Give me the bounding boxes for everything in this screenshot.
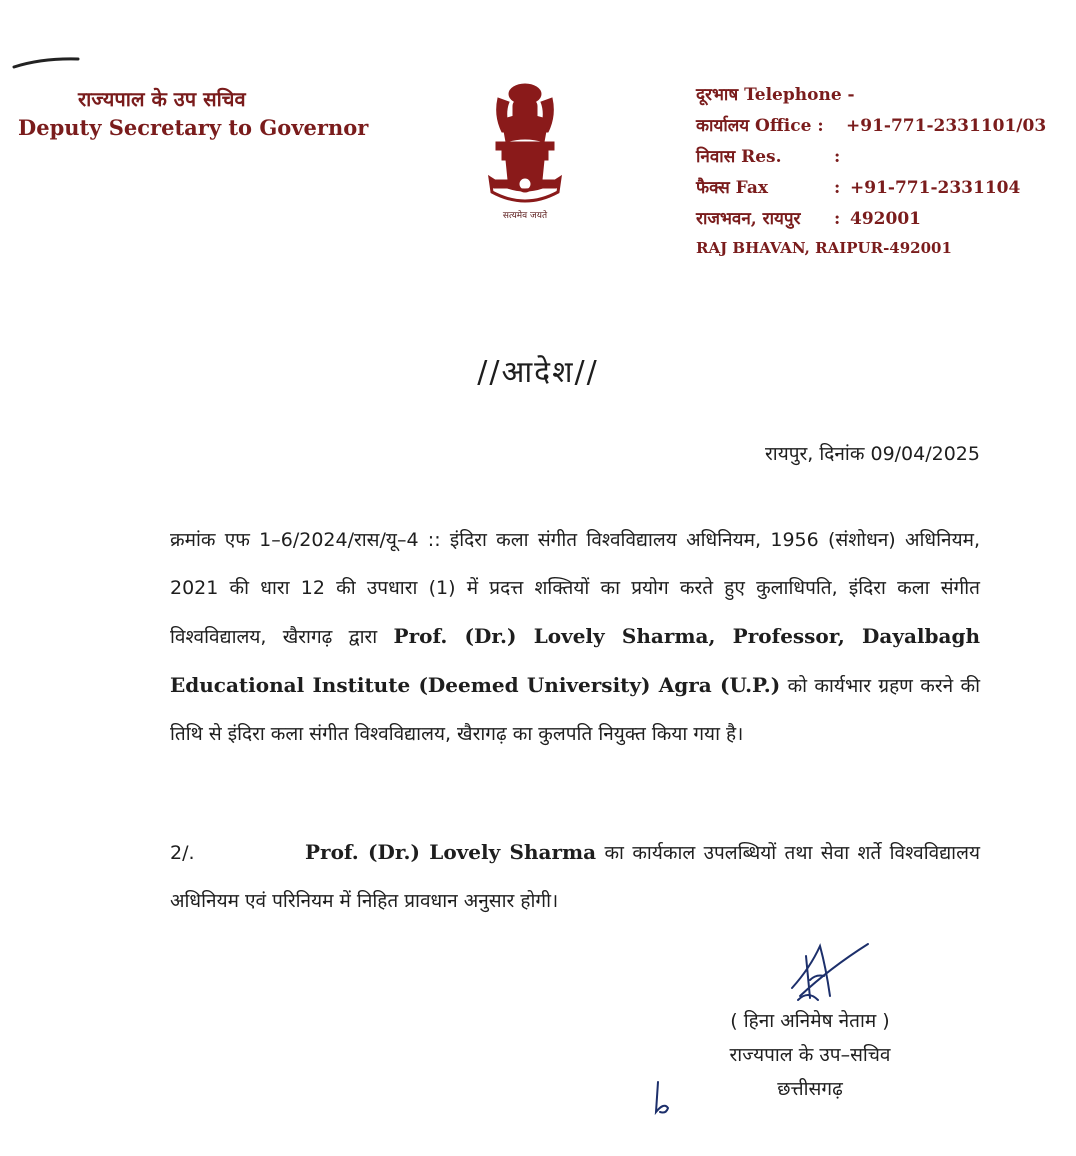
paragraph-2-number: 2/. — [170, 842, 195, 864]
contact-block — [696, 80, 1047, 261]
rajbhavan-pin-row: राजभवन, रायपुर : 492001 — [696, 204, 952, 235]
emblem-motto: सत्यमेव जयते — [502, 211, 548, 221]
signatory-block — [690, 1004, 930, 1106]
signatory-designation: राज्यपाल के उप–सचिव — [729, 1044, 891, 1066]
order-paragraph-2 — [170, 828, 980, 925]
handwritten-signature — [780, 938, 880, 1010]
residence-phone-row: निवास Res. : — [696, 147, 841, 167]
order-dateline: रायपुर, दिनांक 09/04/2025 — [765, 443, 980, 465]
state-emblem-icon — [482, 80, 568, 224]
paragraph-2-text: का कार्यकाल उपलब्धियों तथा सेवा शर्ते विश्वविद्यालय अधिनियम एवं परिनियम में निहित प्रावधान अनुसार होगी। — [170, 842, 980, 912]
sender-title-english: Deputy Secretary to Governor — [18, 115, 369, 140]
sender-title-hindi: राज्यपाल के उप सचिव — [78, 87, 246, 111]
address-english: RAJ BHAVAN, RAIPUR-492001 — [696, 239, 952, 257]
order-paragraph-1 — [170, 516, 980, 758]
rajbhavan-pin-value: 492001 — [850, 209, 921, 229]
fax-value: +91-771-2331104 — [850, 178, 1021, 198]
paragraph-1-text-a: क्रमांक एफ 1–6/2024/रास/यू–4 :: इंदिरा कला संगीत विश्वविद्यालय अधिनियम, 1956 (संशोधन) अधिनियम, 2021 की धारा 12 की उपधारा (1) में प्रदत्त शक्तियों का प्रयोग करते हुए कुलाधिपति, इंदिरा कला संगीत विश्वविद्यालय, खैरागढ़ द्वारा — [170, 529, 980, 648]
office-phone-row: कार्यालय Office : +91-771-2331101/03 — [696, 111, 952, 142]
signatory-name: ( हिना अनिमेष नेताम ) — [730, 1010, 890, 1032]
appointee-name: Prof. (Dr.) Lovely Sharma — [305, 840, 597, 864]
fax-row: फैक्स Fax : +91-771-2331104 — [696, 173, 952, 204]
pen-scribble-mark — [650, 1078, 674, 1118]
appointee-name-full: Prof. (Dr.) Lovely Sharma, Professor, Dayalbagh Educational Institute (Deemed University) Agra (U.P.) — [170, 624, 980, 697]
telephone-heading: दूरभाष Telephone - — [696, 85, 855, 105]
signatory-state: छत्तीसगढ़ — [777, 1078, 843, 1100]
sender-block — [18, 86, 368, 142]
order-heading: //आदेश// — [477, 355, 599, 390]
pen-stroke-mark — [12, 56, 80, 70]
office-phone-value: +91-771-2331101/03 — [846, 116, 1047, 136]
paragraph-1-text-b: को कार्यभार ग्रहण करने की तिथि से इंदिरा कला संगीत विश्वविद्यालय, खैरागढ़ का कुलपति नियुक्त किया गया है। — [170, 675, 980, 745]
